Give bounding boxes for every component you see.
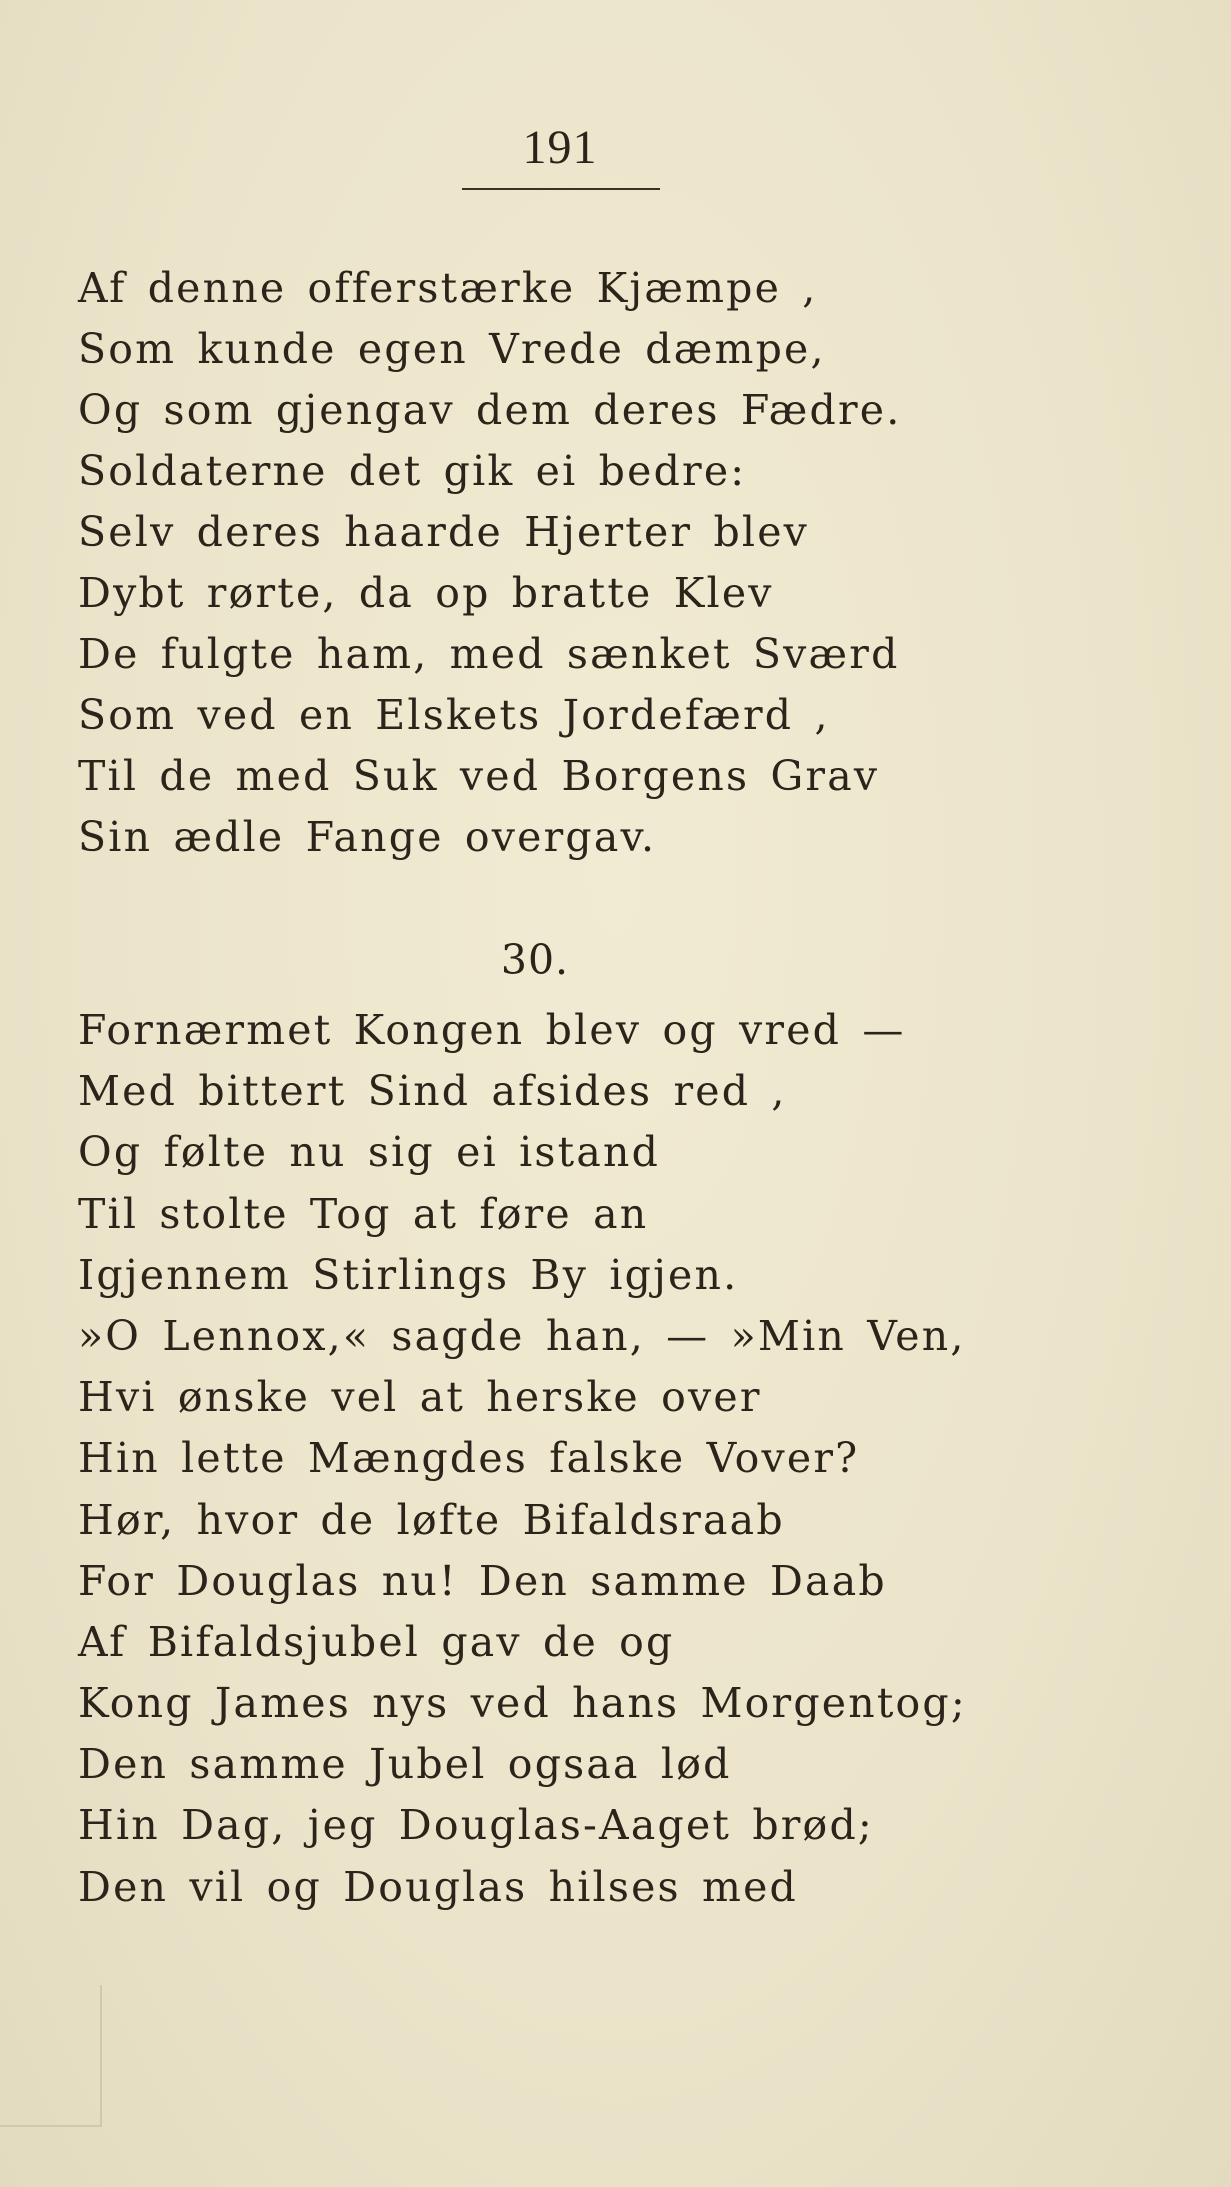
verse-line: Af denne offerstærke Kjæmpe , — [78, 264, 818, 312]
verse-line: Hør, hvor de løfte Bifaldsraab — [78, 1495, 785, 1544]
stanza-30 — [78, 1000, 1178, 1918]
verse-line: Som kunde egen Vrede dæmpe, — [78, 325, 826, 373]
verse-line: Den samme Jubel ogsaa lød — [78, 1740, 732, 1789]
verse-line: Dybt rørte, da op bratte Klev — [78, 569, 774, 617]
verse-line: Og som gjengav dem deres Fædre. — [78, 386, 902, 434]
verse-line: Den vil og Douglas hilses med — [78, 1862, 798, 1911]
verse-line: Til stolte Tog at føre an — [78, 1189, 649, 1238]
verse-line: Med bittert Sind afsides red , — [78, 1067, 787, 1116]
verse-line: Kong James nys ved hans Morgentog; — [78, 1679, 967, 1728]
verse-line: Og følte nu sig ei istand — [78, 1128, 661, 1177]
verse-line: Igjennem Stirlings By igjen. — [78, 1250, 739, 1299]
verse-line: Hin lette Mængdes falske Vover? — [78, 1434, 860, 1483]
page-number: 191 — [522, 121, 598, 174]
verse-line: For Douglas nu! Den samme Daab — [78, 1556, 887, 1605]
verse-line: Af Bifaldsjubel gav de og — [78, 1617, 675, 1666]
verse-line: De fulgte ham, med sænket Sværd — [78, 630, 900, 678]
verse-line: Hvi ønske vel at herske over — [78, 1373, 762, 1422]
verse-line: Fornærmet Kongen blev og vred — — [78, 1006, 906, 1054]
verse-line: Sin ædle Fange overgav. — [78, 813, 657, 861]
header-rule — [462, 188, 660, 190]
verse-line: Som ved en Elskets Jordefærd , — [78, 691, 830, 739]
stanza-continued — [78, 258, 1178, 868]
section-number: 30. — [500, 936, 570, 984]
verse-line: »O Lennox,« sagde han, — »Min Ven, — [78, 1311, 966, 1360]
binding-edge-mark — [0, 1985, 102, 2127]
verse-line: Selv deres haarde Hjerter blev — [78, 508, 810, 556]
verse-line: Hin Dag, jeg Douglas-Aaget brød; — [78, 1801, 874, 1850]
verse-line: Til de med Suk ved Borgens Grav — [78, 752, 880, 800]
verse-line: Soldaterne det gik ei bedre: — [78, 447, 747, 495]
